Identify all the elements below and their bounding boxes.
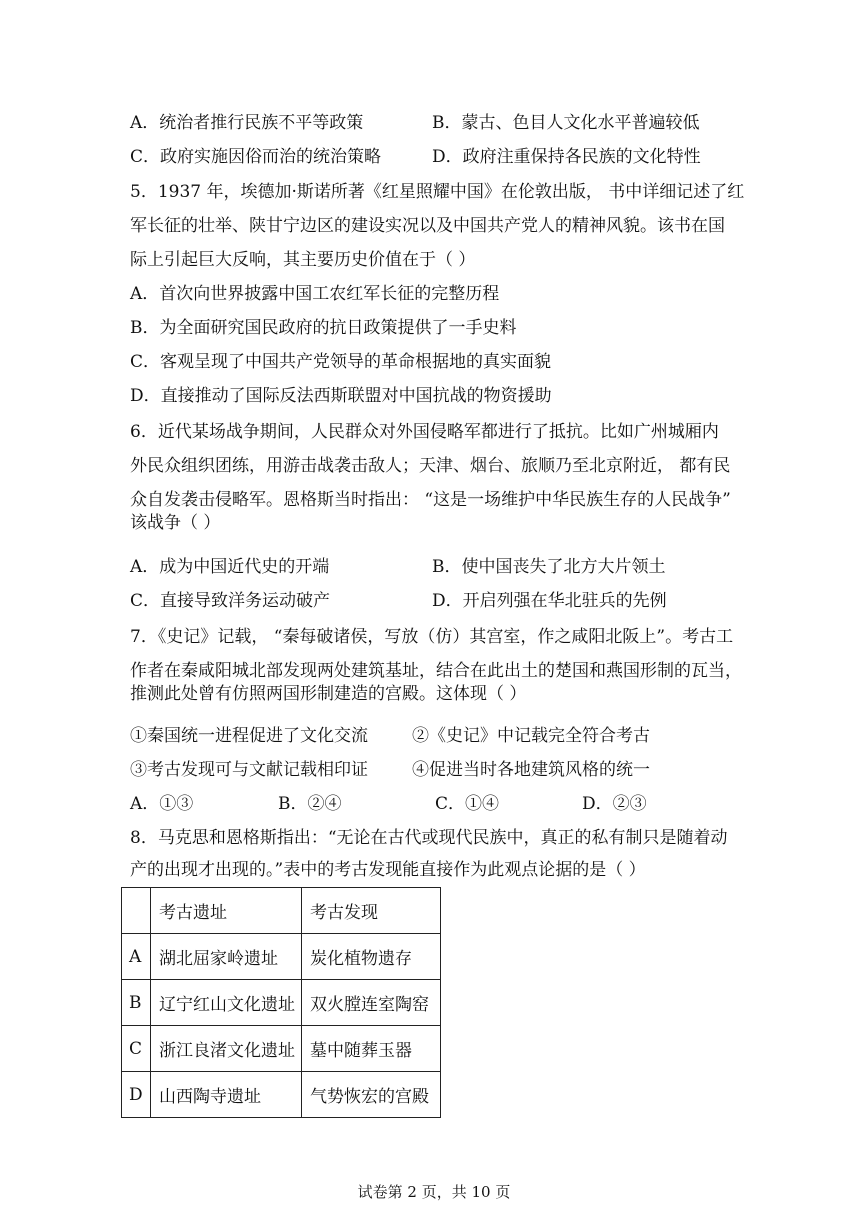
q6-stem-line-3: 众自发袭击侵略军。恩格斯当时指出： “这是一场维护中华民族生存的人民战争” [130,490,731,510]
q7-option-row [130,793,690,815]
table-header-cell: 考古遗址 [151,888,302,934]
q6-option-row-1 [130,556,666,578]
table-cell: 炭化植物遗存 [302,934,441,980]
q6-stem-line-4: 该战争（ ） [130,513,221,533]
q5-option-d: D．直接推动了国际反法西斯联盟对中国抗战的物资援助 [130,386,552,406]
q7-stem-line-1: 7．《史记》记载， “秦每破诸侯，写放（仿）其宫室，作之咸阳北阪上”。考古工 [130,627,734,647]
q6-stem-line-2: 外民众组织团练，用游击战袭击敌人；天津、烟台、旅顺乃至北京附近， 都有民 [130,456,731,476]
table-cell: 气势恢宏的宫殿 [302,1072,441,1118]
q6-option-d: D．开启列强在华北驻兵的先例 [432,591,667,611]
q6-option-c: C．直接导致洋务运动破产 [130,591,331,611]
q8-stem-line-1: 8．马克思和恩格斯指出：“无论在古代或现代民族中，真正的私有制只是随着动 [130,828,728,848]
table-row [122,1026,441,1072]
q6-stem-line-1: 6．近代某场战争期间，人民群众对外国侵略军都进行了抵抗。比如广州城厢内 [130,422,719,442]
table-cell: 湖北屈家岭遗址 [151,934,302,980]
q5-stem-line-1: 5．1937 年，埃德加·斯诺所著《红星照耀中国》在伦敦出版， 书中详细记述了红 [130,182,745,202]
table-cell: 山西陶寺遗址 [151,1072,302,1118]
q6-option-row-2 [130,590,667,612]
q7-statement-row-2 [130,759,650,781]
table-row [122,1072,441,1118]
table-cell: B [122,980,151,1026]
q5-stem-line-3: 际上引起巨大反响，其主要历史价值在于（ ） [130,250,476,270]
table-header-cell: 考古发现 [302,888,441,934]
table-cell: 双火膛连室陶窑 [302,980,441,1026]
q7-statement-3: ③考古发现可与文献记载相印证 [130,760,368,780]
table-cell: A [122,934,151,980]
q8-stem-line-2: 产的出现才出现的。”表中的考古发现能直接作为此观点论据的是（ ） [130,860,646,880]
table-header-cell [122,888,151,934]
q4-option-a: A．统治者推行民族不平等政策 [130,113,364,133]
table-header-row [122,888,441,934]
q5-option-a: A．首次向世界披露中国工农红军长征的完整历程 [130,284,500,304]
table-row [122,980,441,1026]
q4-option-row-2 [130,146,701,168]
q7-statement-2: ②《史记》中记载完全符合考古 [412,726,650,746]
q5-option-b: B．为全面研究国民政府的抗日政策提供了一手史料 [130,318,517,338]
q7-statement-1: ①秦国统一进程促进了文化交流 [130,726,368,746]
q4-option-d: D．政府注重保持各民族的文化特性 [432,147,701,167]
q7-stem-line-3: 推测此处曾有仿照两国形制建造的宫殿。这体现（ ） [130,684,527,704]
q5-stem-line-2: 军长征的壮举、陕甘宁边区的建设实况以及中国共产党人的精神风貌。该书在国 [130,216,725,236]
q7-statement-4: ④促进当时各地建筑风格的统一 [412,760,650,780]
q7-stem-line-2: 作者在秦咸阳城北部发现两处建筑基址，结合在此出土的楚国和燕国形制的瓦当， [130,661,742,681]
page-footer: 试卷第 2 页，共 10 页 [357,1183,511,1201]
table-row [122,934,441,980]
q6-option-a: A．成为中国近代史的开端 [130,557,330,577]
q7-option-a: A．①③ [130,794,194,814]
table-cell: 辽宁红山文化遗址 [151,980,302,1026]
q6-option-b: B．使中国丧失了北方大片领土 [432,557,666,577]
q7-option-c: C．①④ [435,794,500,814]
q4-option-c: C．政府实施因俗而治的统治策略 [130,147,382,167]
q5-option-c: C．客观呈现了中国共产党领导的革命根据地的真实面貌 [130,352,552,372]
table-cell: 墓中随葬玉器 [302,1026,441,1072]
q7-option-d: D．②③ [582,794,647,814]
table-cell: C [122,1026,151,1072]
q4-option-row-1 [130,112,700,134]
table-cell: D [122,1072,151,1118]
archaeology-table [121,887,441,1118]
table-cell: 浙江良渚文化遗址 [151,1026,302,1072]
q7-statement-row-1 [130,725,650,747]
q7-option-b: B．②④ [278,794,342,814]
q4-option-b: B．蒙古、色目人文化水平普遍较低 [432,113,700,133]
